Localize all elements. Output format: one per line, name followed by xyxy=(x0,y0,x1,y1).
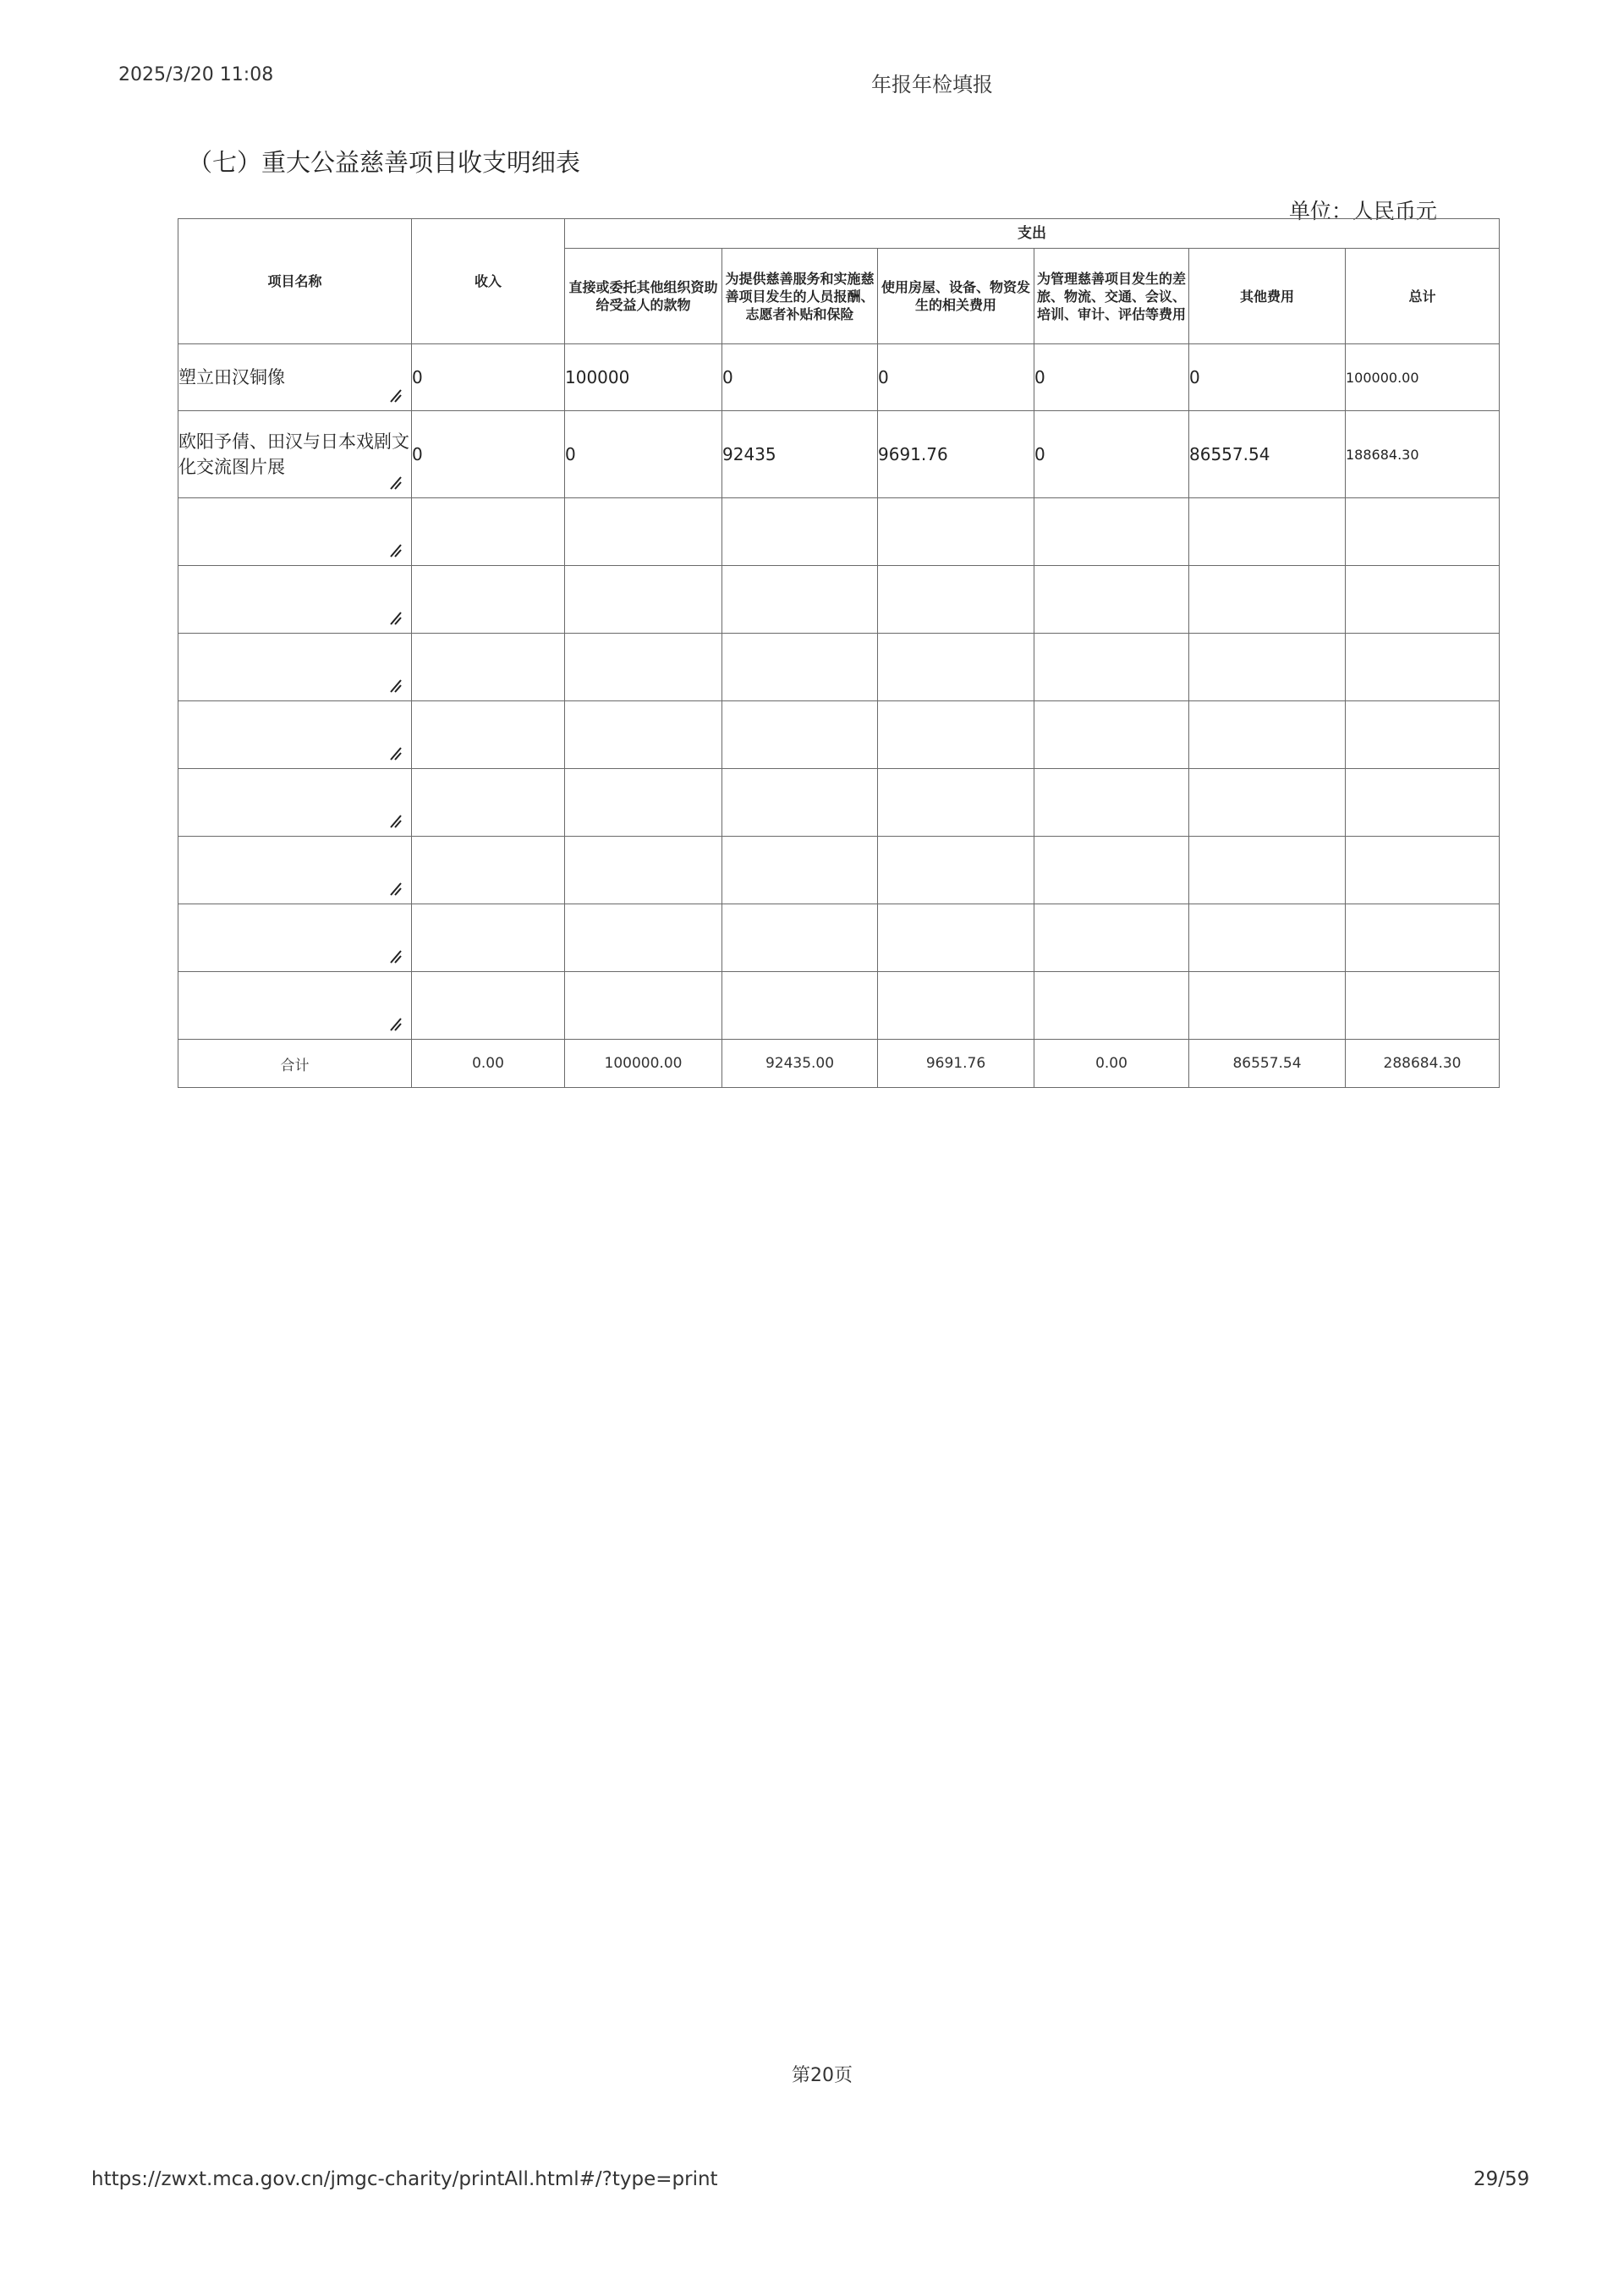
project-name-cell[interactable] xyxy=(178,498,412,566)
income-cell[interactable]: 0 xyxy=(412,344,565,411)
print-datetime: 2025/3/20 11:08 xyxy=(118,64,274,85)
management-cell[interactable] xyxy=(1034,769,1189,837)
header-total: 总计 xyxy=(1346,249,1500,344)
resize-handle-icon[interactable] xyxy=(389,678,403,694)
other-cell[interactable] xyxy=(1189,769,1346,837)
total-cell xyxy=(1346,769,1500,837)
management-cell[interactable] xyxy=(1034,972,1189,1040)
other-cell[interactable] xyxy=(1189,837,1346,904)
facilities-cell[interactable] xyxy=(878,769,1034,837)
resize-handle-icon[interactable] xyxy=(389,746,403,761)
sum-facilities: 9691.76 xyxy=(878,1040,1034,1088)
table-row xyxy=(178,411,1500,498)
direct-aid-cell[interactable] xyxy=(565,972,722,1040)
facilities-cell[interactable]: 0 xyxy=(878,344,1034,411)
sum-direct-aid: 100000.00 xyxy=(565,1040,722,1088)
table-row-empty xyxy=(178,769,1500,837)
other-cell[interactable] xyxy=(1189,701,1346,769)
currency-unit: 单位：人民币元 xyxy=(1289,199,1438,223)
total-cell: 188684.30 xyxy=(1346,411,1500,498)
direct-aid-cell[interactable]: 100000 xyxy=(565,344,722,411)
header-direct-aid: 直接或委托其他组织资助给受益人的款物 xyxy=(565,249,722,344)
personnel-cell[interactable] xyxy=(722,769,878,837)
facilities-cell[interactable]: 9691.76 xyxy=(878,411,1034,498)
other-cell[interactable]: 86557.54 xyxy=(1189,411,1346,498)
sum-income: 0.00 xyxy=(412,1040,565,1088)
management-cell[interactable]: 0 xyxy=(1034,344,1189,411)
other-cell[interactable] xyxy=(1189,904,1346,972)
sum-other: 86557.54 xyxy=(1189,1040,1346,1088)
resize-handle-icon[interactable] xyxy=(389,949,403,964)
personnel-cell[interactable] xyxy=(722,972,878,1040)
income-cell[interactable]: 0 xyxy=(412,411,565,498)
table-row-empty xyxy=(178,701,1500,769)
other-cell[interactable] xyxy=(1189,498,1346,566)
direct-aid-cell[interactable] xyxy=(565,634,722,701)
other-cell[interactable] xyxy=(1189,566,1346,634)
project-name: 塑立田汉铜像 xyxy=(178,367,285,387)
footer-page-count: 29/59 xyxy=(1473,2168,1530,2190)
resize-handle-icon[interactable] xyxy=(389,611,403,626)
total-cell xyxy=(1346,837,1500,904)
total-cell xyxy=(1346,972,1500,1040)
personnel-cell[interactable]: 92435 xyxy=(722,411,878,498)
resize-handle-icon[interactable] xyxy=(389,882,403,897)
direct-aid-cell[interactable] xyxy=(565,904,722,972)
facilities-cell[interactable] xyxy=(878,837,1034,904)
resize-handle-icon[interactable] xyxy=(389,1017,403,1032)
project-name-cell[interactable] xyxy=(178,411,412,498)
personnel-cell[interactable]: 0 xyxy=(722,344,878,411)
total-cell xyxy=(1346,566,1500,634)
personnel-cell[interactable] xyxy=(722,566,878,634)
income-cell[interactable] xyxy=(412,904,565,972)
sum-total: 288684.30 xyxy=(1346,1040,1500,1088)
sum-label: 合计 xyxy=(178,1040,412,1088)
table-row xyxy=(178,344,1500,411)
management-cell[interactable] xyxy=(1034,837,1189,904)
page-header-title: 年报年检填报 xyxy=(871,73,993,96)
sum-row xyxy=(178,1040,1500,1088)
sum-personnel: 92435.00 xyxy=(722,1040,878,1088)
project-name-cell[interactable] xyxy=(178,769,412,837)
management-cell[interactable] xyxy=(1034,498,1189,566)
project-name-cell[interactable] xyxy=(178,972,412,1040)
section-title: （七）重大公益慈善项目收支明细表 xyxy=(188,148,581,177)
charity-project-table xyxy=(178,218,1500,1088)
resize-handle-icon[interactable] xyxy=(389,814,403,829)
project-name-cell[interactable] xyxy=(178,566,412,634)
direct-aid-cell[interactable] xyxy=(565,566,722,634)
direct-aid-cell[interactable] xyxy=(565,701,722,769)
header-spend-group: 支出 xyxy=(565,219,1500,249)
facilities-cell[interactable] xyxy=(878,566,1034,634)
resize-handle-icon[interactable] xyxy=(389,543,403,558)
personnel-cell[interactable] xyxy=(722,634,878,701)
table-row-empty xyxy=(178,566,1500,634)
header-personnel: 为提供慈善服务和实施慈善项目发生的人员报酬、志愿者补贴和保险 xyxy=(722,249,878,344)
other-cell[interactable] xyxy=(1189,634,1346,701)
table-row-empty xyxy=(178,634,1500,701)
management-cell[interactable] xyxy=(1034,904,1189,972)
total-cell xyxy=(1346,634,1500,701)
sum-management: 0.00 xyxy=(1034,1040,1189,1088)
total-cell xyxy=(1346,904,1500,972)
resize-handle-icon[interactable] xyxy=(389,388,403,404)
personnel-cell[interactable] xyxy=(722,498,878,566)
total-cell xyxy=(1346,498,1500,566)
total-cell xyxy=(1346,701,1500,769)
header-other: 其他费用 xyxy=(1189,249,1346,344)
project-name: 欧阳予倩、田汉与日本戏剧文化交流图片展 xyxy=(178,431,409,477)
management-cell[interactable]: 0 xyxy=(1034,411,1189,498)
page-number: 第20页 xyxy=(792,2065,853,2086)
income-cell[interactable] xyxy=(412,837,565,904)
personnel-cell[interactable] xyxy=(722,904,878,972)
project-name-cell[interactable] xyxy=(178,701,412,769)
personnel-cell[interactable] xyxy=(722,837,878,904)
facilities-cell[interactable] xyxy=(878,701,1034,769)
income-cell[interactable] xyxy=(412,566,565,634)
header-income: 收入 xyxy=(412,219,565,344)
management-cell[interactable] xyxy=(1034,566,1189,634)
income-cell[interactable] xyxy=(412,701,565,769)
project-name-cell[interactable] xyxy=(178,837,412,904)
table-row-empty xyxy=(178,904,1500,972)
management-cell[interactable] xyxy=(1034,634,1189,701)
facilities-cell[interactable] xyxy=(878,634,1034,701)
direct-aid-cell[interactable] xyxy=(565,769,722,837)
project-name-cell[interactable] xyxy=(178,634,412,701)
other-cell[interactable] xyxy=(1189,972,1346,1040)
other-cell[interactable]: 0 xyxy=(1189,344,1346,411)
total-cell: 100000.00 xyxy=(1346,344,1500,411)
income-cell[interactable] xyxy=(412,972,565,1040)
direct-aid-cell[interactable] xyxy=(565,837,722,904)
income-cell[interactable] xyxy=(412,634,565,701)
header-project-name: 项目名称 xyxy=(178,219,412,344)
facilities-cell[interactable] xyxy=(878,904,1034,972)
management-cell[interactable] xyxy=(1034,701,1189,769)
facilities-cell[interactable] xyxy=(878,498,1034,566)
direct-aid-cell[interactable]: 0 xyxy=(565,411,722,498)
income-cell[interactable] xyxy=(412,498,565,566)
header-management: 为管理慈善项目发生的差旅、物流、交通、会议、培训、审计、评估等费用 xyxy=(1034,249,1189,344)
facilities-cell[interactable] xyxy=(878,972,1034,1040)
table-row-empty xyxy=(178,837,1500,904)
direct-aid-cell[interactable] xyxy=(565,498,722,566)
personnel-cell[interactable] xyxy=(722,701,878,769)
income-cell[interactable] xyxy=(412,769,565,837)
table-row-empty xyxy=(178,498,1500,566)
header-facilities: 使用房屋、设备、物资发生的相关费用 xyxy=(878,249,1034,344)
project-name-cell[interactable] xyxy=(178,904,412,972)
table-row-empty xyxy=(178,972,1500,1040)
project-name-cell[interactable] xyxy=(178,344,412,411)
footer-url: https://zwxt.mca.gov.cn/jmgc-charity/printAll.html#/?type=print xyxy=(91,2168,718,2190)
resize-handle-icon[interactable] xyxy=(389,475,403,491)
